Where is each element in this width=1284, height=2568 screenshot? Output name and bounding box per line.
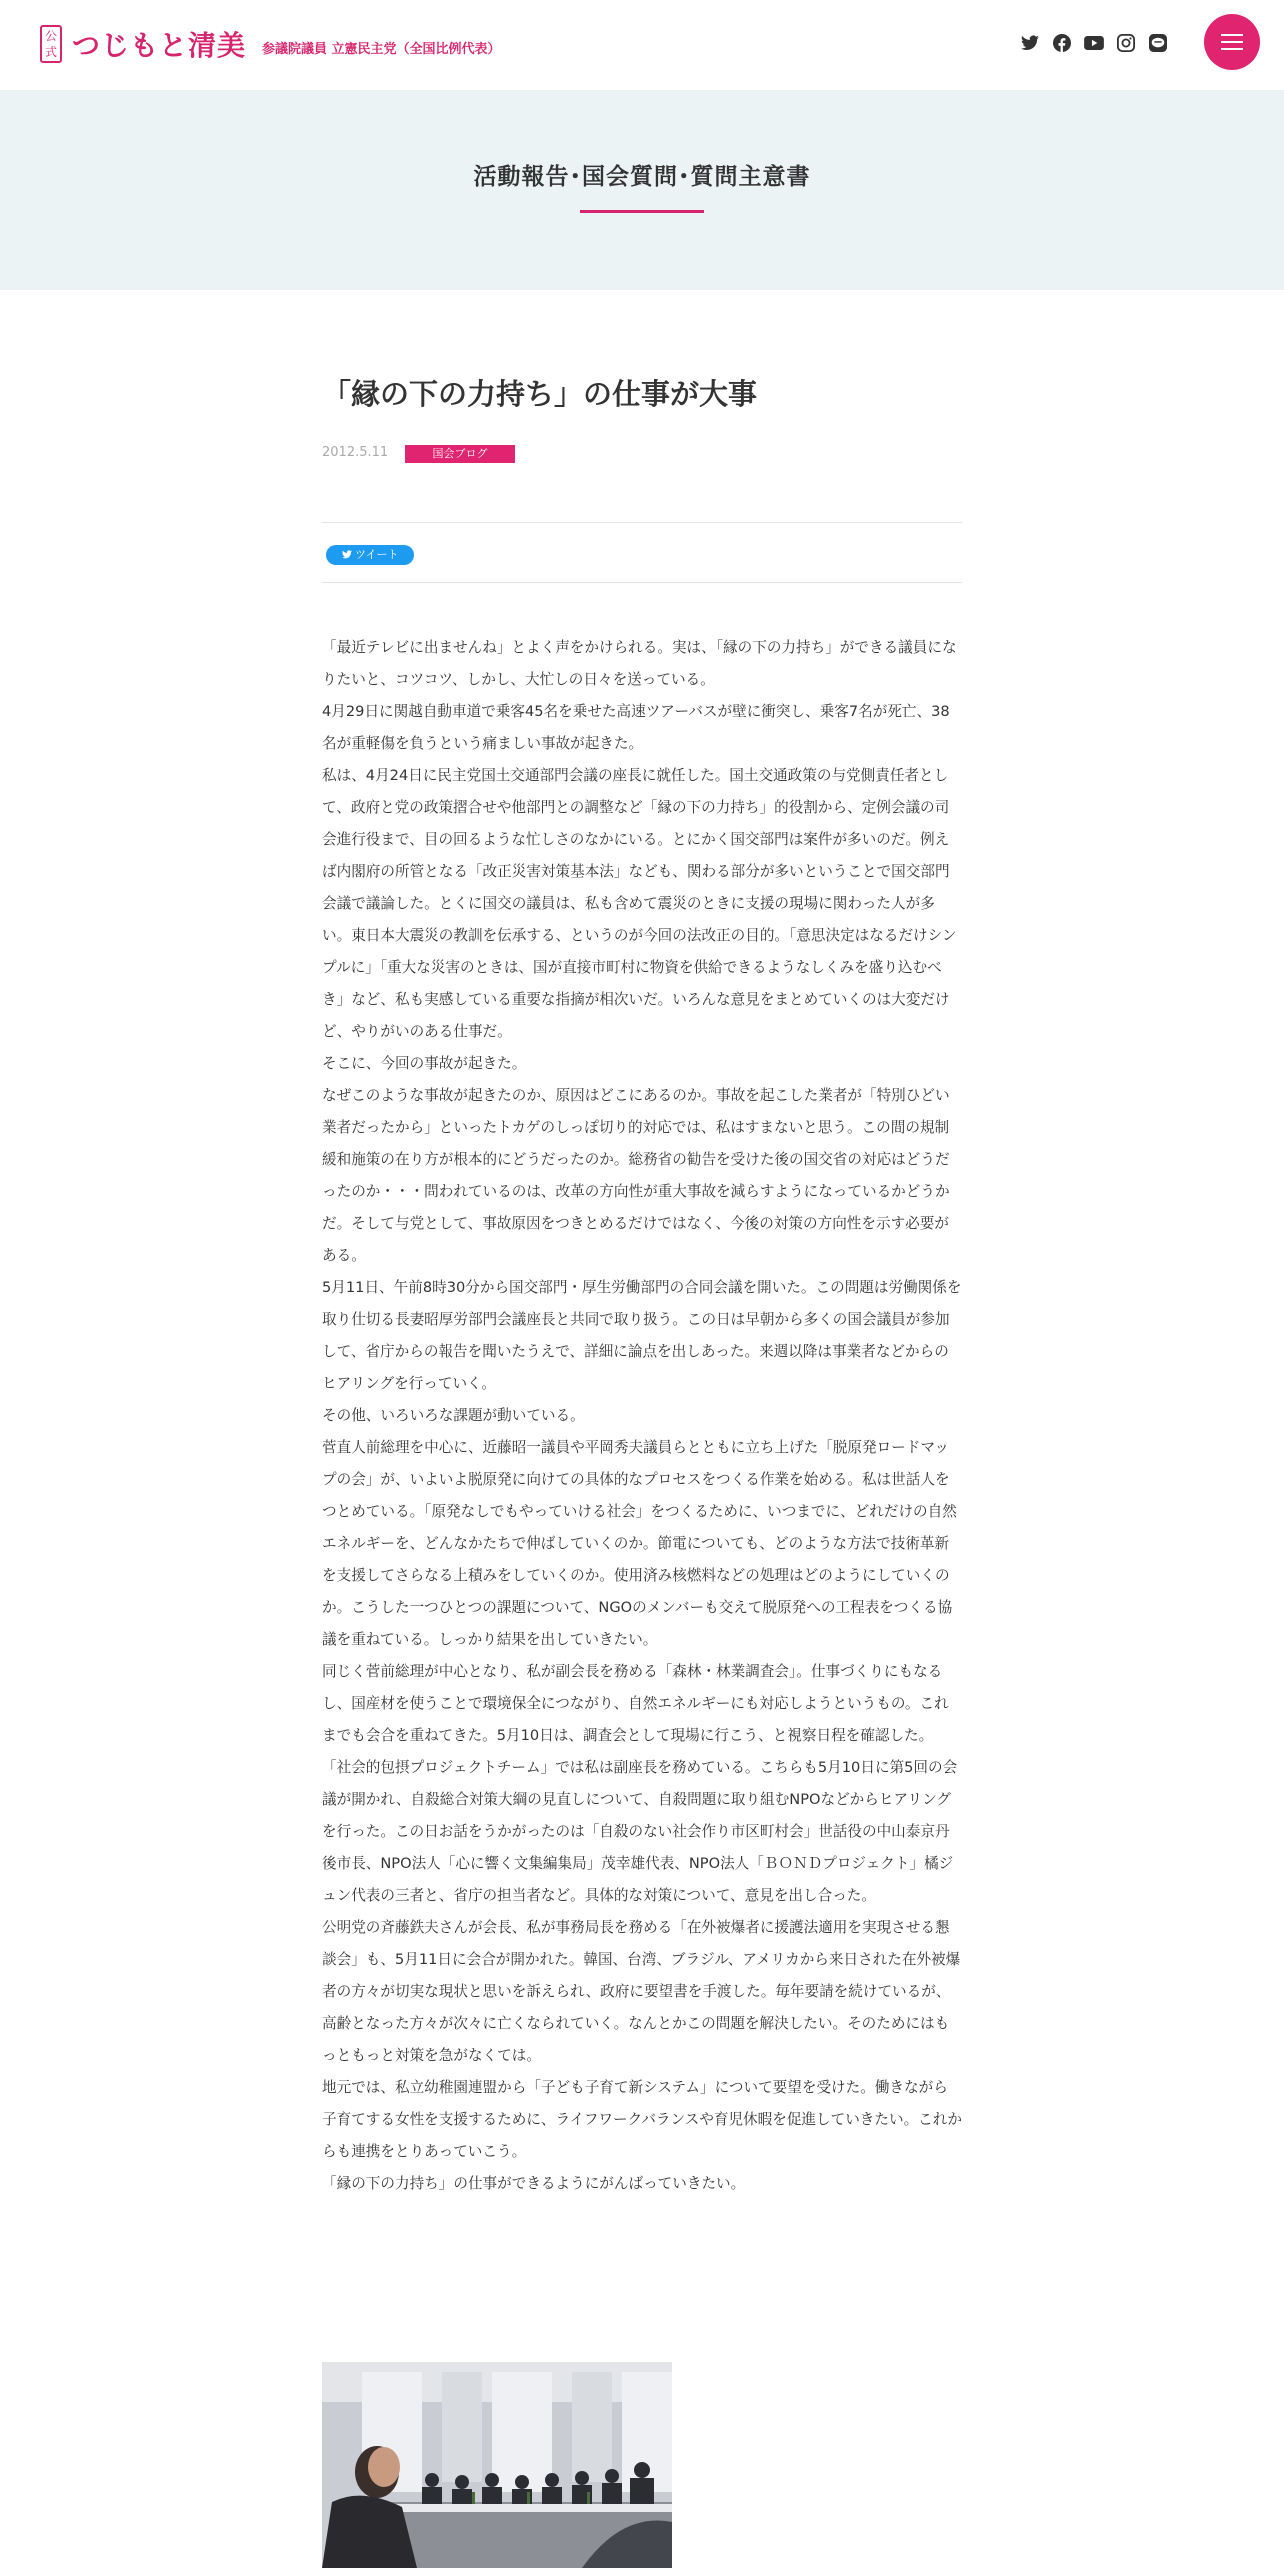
paragraph: 5月11日、午前8時30分から国交部門・厚生労働部門の合同会議を開いた。この問題は労働関係を取り仕切る長妻昭厚労部門会議座長と共同で取り扱う。この日は早朝から多くの国会議員が参加して、省庁からの報告を聞いたうえで、詳細に論点を出しあった。来週以降は事業者などからのヒアリングを行っていく。: [322, 1279, 962, 1392]
site-header: [0, 0, 1284, 90]
paragraph: 地元では、私立幼稚園連盟から「子ども子育て新システム」について要望を受けた。働きながら子育てする女性を支援するために、ライフワークバランスや育児休暇を促進していきたい。これからも連携をとりあっていこう。: [322, 2079, 962, 2160]
twitter-icon: [342, 550, 352, 559]
paragraph: 公明党の斉藤鉄夫さんが会長、私が事務局長を務める「在外被爆者に援護法適用を実現させる懇談会」も、5月11日に会合が開かれた。韓国、台湾、ブラジル、アメリカから来日された在外被爆者の方々が切実な現状と思いを訴えられ、政府に要望書を手渡した。毎年要請を続けているが、高齢となった方々が次々に亡くなられていく。なんとかこの問題を解決したい。そのためにはもっともっと対策を急がなくては。: [322, 1919, 961, 2064]
instagram-icon[interactable]: [1116, 33, 1136, 53]
official-badge-top: 公: [44, 29, 57, 43]
site-logo[interactable]: [40, 24, 501, 64]
official-badge-bottom: 式: [44, 45, 57, 59]
official-badge: [40, 25, 62, 63]
line-icon[interactable]: [1148, 33, 1168, 53]
paragraph: 「社会的包摂プロジェクトチーム」では私は副座長を務めている。こちらも5月10日に第5回の会議が開かれ、自殺総合対策大綱の見直しについて、自殺問題に取り組むNPOなどからヒアリングを行った。この日お話をうかがったのは「自殺のない社会作り市区町村会」世話役の中山泰京丹後市長、NPO法人「心に響く文集編集局」茂幸雄代表、NPO法人「ＢＯＮＤプロジェクト」橘ジュン代表の三者と、省庁の担当者など。具体的な対策について、意見を出し合った。: [322, 1759, 958, 1904]
divider-bottom: [322, 582, 962, 583]
meeting-photo: [322, 2362, 672, 2568]
category-badge[interactable]: 国会ブログ: [405, 445, 515, 463]
paragraph: 同じく菅前総理が中心となり、私が副会長を務める「森林・林業調査会」。仕事づくりにもなるし、国産材を使うことで環境保全につながり、自然エネルギーにも対応しようというもの。これまでも会合を重ねてきた。5月10日は、調査会として現場に行こう、と視察日程を確認した。: [322, 1663, 949, 1744]
page-banner: [0, 90, 1284, 290]
social-links: [1020, 33, 1168, 53]
divider-top: [322, 522, 962, 523]
paragraph: なぜこのような事故が起きたのか、原因はどこにあるのか。事故を起こした業者が「特別ひどい業者だったから」といったトカゲのしっぽ切り的対応では、私はすまないと思う。この間の規制緩和施策の在り方が根本的にどうだったのか。総務省の勧告を受けた後の国交省の対応はどうだったのか・・・問われているのは、改革の方向性が重大事故を減らすようになっているかどうかだ。そして与党として、事故原因をつきとめるだけではなく、今後の対策の方向性を示す必要がある。: [322, 1087, 950, 1264]
tweet-label: ツイート: [355, 548, 399, 561]
logo-subtitle: 参議院議員 立憲民主党（全国比例代表）: [262, 41, 501, 57]
paragraph: そこに、今回の事故が起きた。: [322, 1055, 527, 1072]
facebook-icon[interactable]: [1052, 33, 1072, 53]
paragraph: 4月29日に関越自動車道で乗客45名を乗せた高速ツアーバスが壁に衝突し、乗客7名が死亡、38名が重軽傷を負うという痛ましい事故が起きた。: [322, 703, 950, 752]
hamburger-icon[interactable]: [1204, 14, 1260, 70]
post-title: 「縁の下の力持ち」の仕事が大事: [322, 377, 758, 411]
paragraph: 「縁の下の力持ち」の仕事ができるようにがんばっていきたい。: [322, 2175, 746, 2192]
paragraph: 私は、4月24日に民主党国土交通部門会議の座長に就任した。国土交通政策の与党側責任者として、政府と党の政策摺合せや他部門との調整など「縁の下の力持ち」的役割から、定例会議の司会進行役まで、目の回るような忙しさのなかにいる。とにかく国交部門は案件が多いのだ。例えば内閣府の所管となる「改正災害対策基本法」なども、関わる部分が多いということで国交部門会議で議論した。とくに国交の議員は、私も含めて震災のときに支援の現場に関わった人が多い。東日本大震災の教訓を伝承する、というのが今回の法改正の目的。「意思決定はなるだけシンプルに」「重大な災害のときは、国が直接市町村に物資を供給できるようなしくみを盛り込むべき」など、私も実感している重要な指摘が相次いだ。いろんな意見をまとめていくのは大変だけど、やりがいのある仕事だ。: [322, 767, 957, 1040]
paragraph: その他、いろいろな課題が動いている。: [322, 1407, 585, 1424]
twitter-icon[interactable]: [1020, 33, 1040, 53]
post-body: [322, 632, 962, 2200]
paragraph: 「最近テレビに出ませんね」とよく声をかけられる。実は、「縁の下の力持ち」ができる議員になりたいと、コツコツ、しかし、大忙しの日々を送っている。: [322, 639, 957, 688]
tweet-button[interactable]: [326, 545, 414, 565]
paragraph: 菅直人前総理を中心に、近藤昭一議員や平岡秀夫議員らとともに立ち上げた「脱原発ロードマップの会」が、いよいよ脱原発に向けての具体的なプロセスをつくる作業を始める。私は世話人をつとめている。「原発なしでもやっていける社会」をつくるために、いつまでに、どれだけの自然エネルギーを、どんなかたちで伸ばしていくのか。節電についても、どのような方法で技術革新を支援してさらなる上積みをしていくのか。使用済み核燃料などの処理はどのようにしていくのか。こうした一つひとつの課題について、NGOのメンバーも交えて脱原発への工程表をつくる協議を重ねている。しっかり結果を出していきたい。: [322, 1439, 957, 1648]
title-underline: [580, 210, 704, 213]
post-date: 2012.5.11: [322, 445, 389, 460]
youtube-icon[interactable]: [1084, 33, 1104, 53]
logo-name: つじもと清美: [72, 29, 247, 62]
page-title: 活動報告･国会質問･質問主意書: [473, 164, 811, 190]
